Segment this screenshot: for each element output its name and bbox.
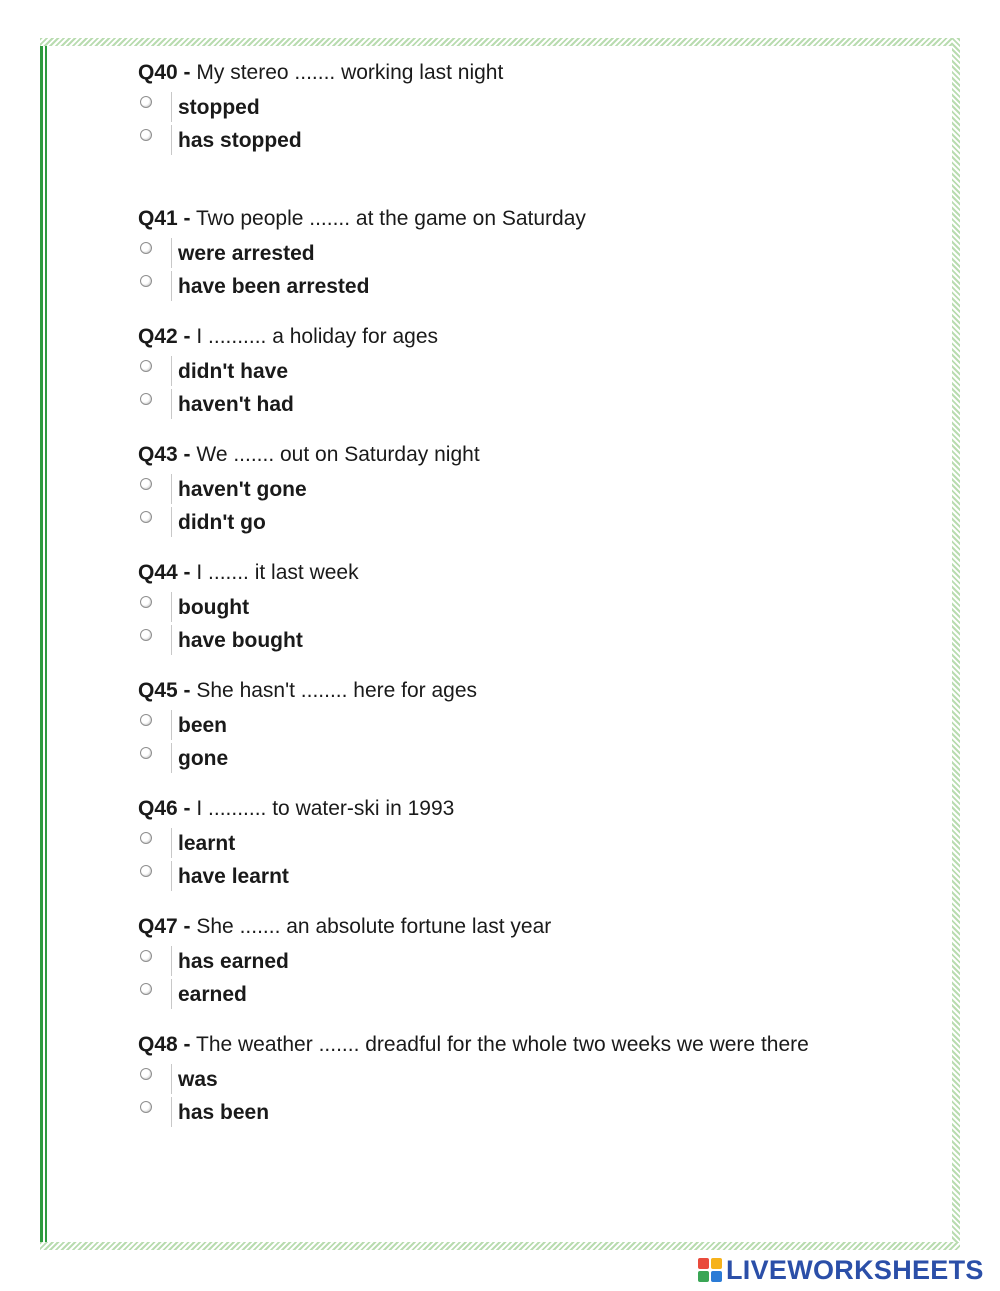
option-label: learnt [178, 832, 236, 855]
option-divider [171, 828, 172, 858]
answer-option[interactable] [138, 356, 838, 389]
radio-button[interactable] [140, 596, 152, 608]
radio-button[interactable] [140, 1068, 152, 1080]
logo-text: LIVEWORKSHEETS [726, 1254, 984, 1285]
option-divider [171, 92, 172, 122]
option-label: have bought [178, 629, 303, 652]
question-title [138, 560, 838, 586]
option-label: been [178, 714, 228, 737]
option-label: have been arrested [178, 275, 370, 298]
option-divider [171, 1097, 172, 1127]
option-divider [171, 125, 172, 155]
question-q47 [138, 914, 838, 1032]
radio-button[interactable] [140, 714, 152, 726]
frame-left-line-inner [45, 46, 47, 1242]
frame-top-border [40, 38, 960, 46]
answer-option[interactable] [138, 389, 838, 422]
question-number: Q46 - [138, 797, 191, 820]
option-label: stopped [178, 96, 260, 119]
question-text: She ....... an absolute fortune last year [196, 915, 552, 938]
answer-option[interactable] [138, 271, 838, 304]
option-divider [171, 474, 172, 504]
question-number: Q48 - [138, 1033, 191, 1056]
option-label: were arrested [178, 242, 315, 265]
question-number: Q44 - [138, 561, 191, 584]
question-q41 [138, 206, 838, 324]
frame-right-border [952, 38, 960, 1250]
question-title [138, 324, 838, 350]
question-number: Q41 - [138, 207, 191, 230]
question-text: The weather ....... dreadful for the whole two weeks we were there [196, 1033, 809, 1056]
radio-button[interactable] [140, 275, 152, 287]
question-title [138, 206, 838, 232]
question-text: Two people ....... at the game on Saturday [196, 207, 586, 230]
question-q46 [138, 796, 838, 914]
frame-bottom-border [40, 1242, 960, 1250]
question-text: My stereo ....... working last night [196, 61, 504, 84]
question-number: Q43 - [138, 443, 191, 466]
question-number: Q47 - [138, 915, 191, 938]
option-label: gone [178, 747, 229, 770]
option-label: has been [178, 1101, 270, 1124]
question-title [138, 1032, 818, 1058]
option-label: was [178, 1068, 218, 1091]
radio-button[interactable] [140, 865, 152, 877]
radio-button[interactable] [140, 393, 152, 405]
question-q40 [138, 60, 838, 206]
question-text: I .......... to water-ski in 1993 [196, 797, 455, 820]
option-divider [171, 861, 172, 891]
answer-option[interactable] [138, 1064, 838, 1097]
question-number: Q45 - [138, 679, 191, 702]
option-label: bought [178, 596, 250, 619]
option-divider [171, 979, 172, 1009]
question-title [138, 678, 838, 704]
option-label: didn't go [178, 511, 266, 534]
question-q45 [138, 678, 838, 796]
answer-option[interactable] [138, 979, 838, 1012]
option-label: didn't have [178, 360, 289, 383]
answer-option[interactable] [138, 1097, 838, 1130]
radio-button[interactable] [140, 629, 152, 641]
answer-option[interactable] [138, 92, 838, 125]
option-label: has earned [178, 950, 289, 973]
question-title [138, 60, 838, 86]
option-divider [171, 1064, 172, 1094]
option-divider [171, 507, 172, 537]
option-divider [171, 238, 172, 268]
question-number: Q40 - [138, 61, 191, 84]
logo-mark-icon [698, 1258, 722, 1282]
answer-option[interactable] [138, 828, 838, 861]
radio-button[interactable] [140, 129, 152, 141]
answer-option[interactable] [138, 743, 838, 776]
radio-button[interactable] [140, 478, 152, 490]
frame-left-line [40, 46, 43, 1242]
question-title [138, 796, 838, 822]
radio-button[interactable] [140, 242, 152, 254]
radio-button[interactable] [140, 747, 152, 759]
answer-option[interactable] [138, 861, 838, 894]
question-text: She hasn't ........ here for ages [196, 679, 478, 702]
answer-option[interactable] [138, 625, 838, 658]
question-title [138, 442, 838, 468]
answer-option[interactable] [138, 474, 838, 507]
answer-option[interactable] [138, 592, 838, 625]
answer-option[interactable] [138, 946, 838, 979]
answer-option[interactable] [138, 507, 838, 540]
answer-option[interactable] [138, 238, 838, 271]
option-divider [171, 271, 172, 301]
answer-option[interactable] [138, 710, 838, 743]
option-label: has stopped [178, 129, 302, 152]
question-text: I ....... it last week [196, 561, 359, 584]
answer-option[interactable] [138, 125, 838, 158]
option-divider [171, 743, 172, 773]
option-divider [171, 389, 172, 419]
question-list [138, 60, 838, 1150]
option-label: haven't gone [178, 478, 307, 501]
option-label: have learnt [178, 865, 289, 888]
option-divider [171, 625, 172, 655]
radio-button[interactable] [140, 950, 152, 962]
option-divider [171, 946, 172, 976]
question-q44 [138, 560, 838, 678]
question-text: We ....... out on Saturday night [196, 443, 480, 466]
question-number: Q42 - [138, 325, 191, 348]
option-label: haven't had [178, 393, 294, 416]
radio-button[interactable] [140, 360, 152, 372]
option-divider [171, 356, 172, 386]
question-title [138, 914, 838, 940]
radio-button[interactable] [140, 983, 152, 995]
option-label: earned [178, 983, 247, 1006]
radio-button[interactable] [140, 96, 152, 108]
question-q43 [138, 442, 838, 560]
radio-button[interactable] [140, 511, 152, 523]
radio-button[interactable] [140, 832, 152, 844]
option-divider [171, 710, 172, 740]
radio-button[interactable] [140, 1101, 152, 1113]
question-text: I .......... a holiday for ages [196, 325, 438, 348]
liveworksheets-logo [698, 1256, 984, 1284]
question-q42 [138, 324, 838, 442]
question-q48 [138, 1032, 838, 1150]
option-divider [171, 592, 172, 622]
